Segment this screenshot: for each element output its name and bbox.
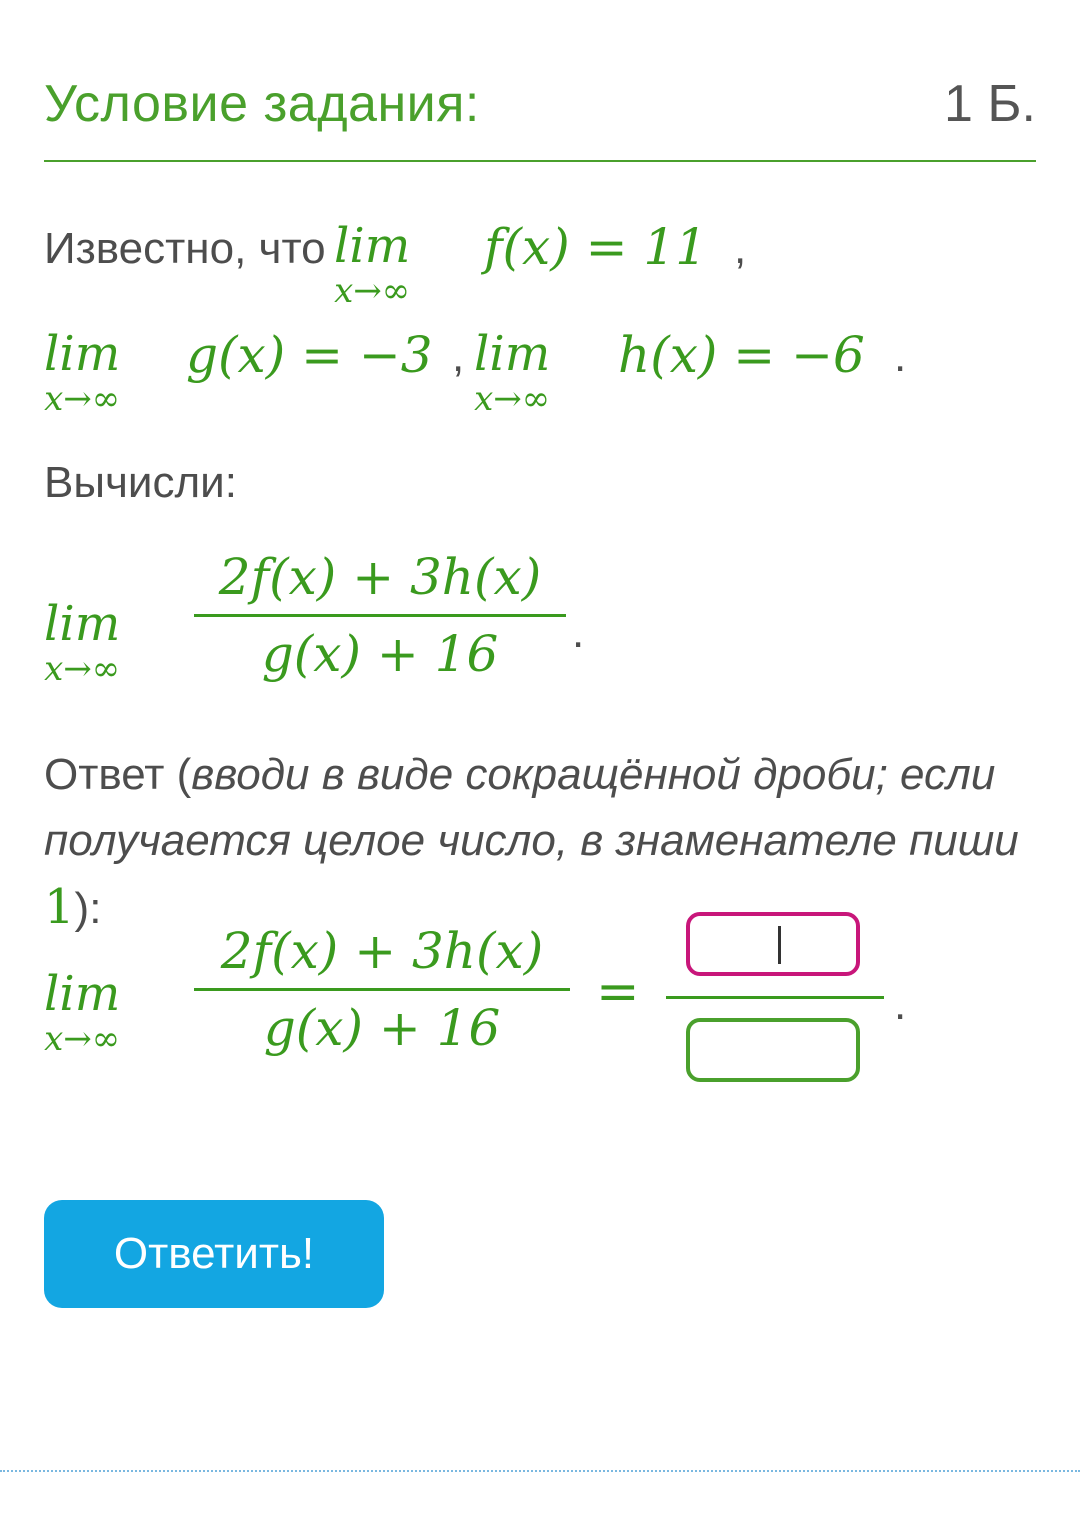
lim-h (474, 326, 551, 419)
text-caret (778, 926, 781, 964)
fraction (194, 548, 566, 683)
lim-g (44, 326, 121, 419)
period-2: . (572, 608, 585, 657)
task-title: Условие задания: (44, 75, 480, 133)
lim-compute (44, 596, 121, 689)
lim-answer (44, 966, 121, 1059)
fraction-denominator: g(x) + 16 (261, 625, 499, 683)
lim-word: lim (474, 326, 551, 382)
given-line-2 (44, 326, 1044, 420)
numerator-input[interactable] (686, 912, 860, 976)
lim-sub: x→∞ (334, 271, 411, 311)
answer-hint (44, 742, 1044, 942)
intro-text: Известно, что (44, 224, 326, 273)
lim-sub: x→∞ (474, 379, 551, 419)
lim-sub: x→∞ (44, 649, 121, 689)
lim-sub: x→∞ (44, 1019, 121, 1059)
comma-1: , (734, 224, 747, 273)
answer-hint-line-1 (44, 742, 1044, 808)
lim-word: lim (44, 966, 121, 1022)
answer-fraction (194, 922, 570, 1057)
lim-word: lim (334, 218, 411, 274)
dotted-divider (0, 1470, 1080, 1472)
compute-label: Вычисли: (44, 458, 237, 507)
answer-fraction-numerator: 2f(x) + 3h(x) (220, 922, 544, 980)
lim-f (334, 218, 411, 311)
h-expression: h(x) = −6 (618, 326, 865, 384)
f-expression: f(x) = 11 (484, 218, 708, 276)
fraction-bar (194, 614, 566, 617)
given-line-1 (44, 218, 1044, 312)
g-expression: g(x) = −3 (186, 326, 433, 384)
answer-fraction-denominator: g(x) + 16 (263, 999, 501, 1057)
comma-2: , (452, 332, 465, 381)
denominator-input[interactable] (686, 1018, 860, 1082)
answer-hint-one: 1 (44, 879, 75, 935)
answer-hint-text-2: получается целое число, в знаменателе пиши (44, 816, 1019, 865)
answer-fraction-line (666, 996, 884, 999)
lim-word: lim (44, 596, 121, 652)
task-header (44, 70, 1036, 162)
task-points: 1 Б. (944, 75, 1036, 133)
compute-expression (44, 548, 744, 708)
fraction-numerator: 2f(x) + 3h(x) (218, 548, 542, 606)
answer-fraction-bar (194, 988, 570, 991)
period-3: . (894, 980, 907, 1029)
submit-button[interactable]: Ответить! (44, 1200, 384, 1308)
equals-sign: = (596, 962, 640, 1022)
lim-sub: x→∞ (44, 379, 121, 419)
answer-prefix: Ответ ( (44, 750, 192, 799)
period-1: . (894, 332, 907, 381)
answer-suffix: ): (74, 884, 102, 933)
answer-hint-text-1: вводи в виде сокращённой дроби; если (191, 750, 996, 799)
lim-word: lim (44, 326, 121, 382)
